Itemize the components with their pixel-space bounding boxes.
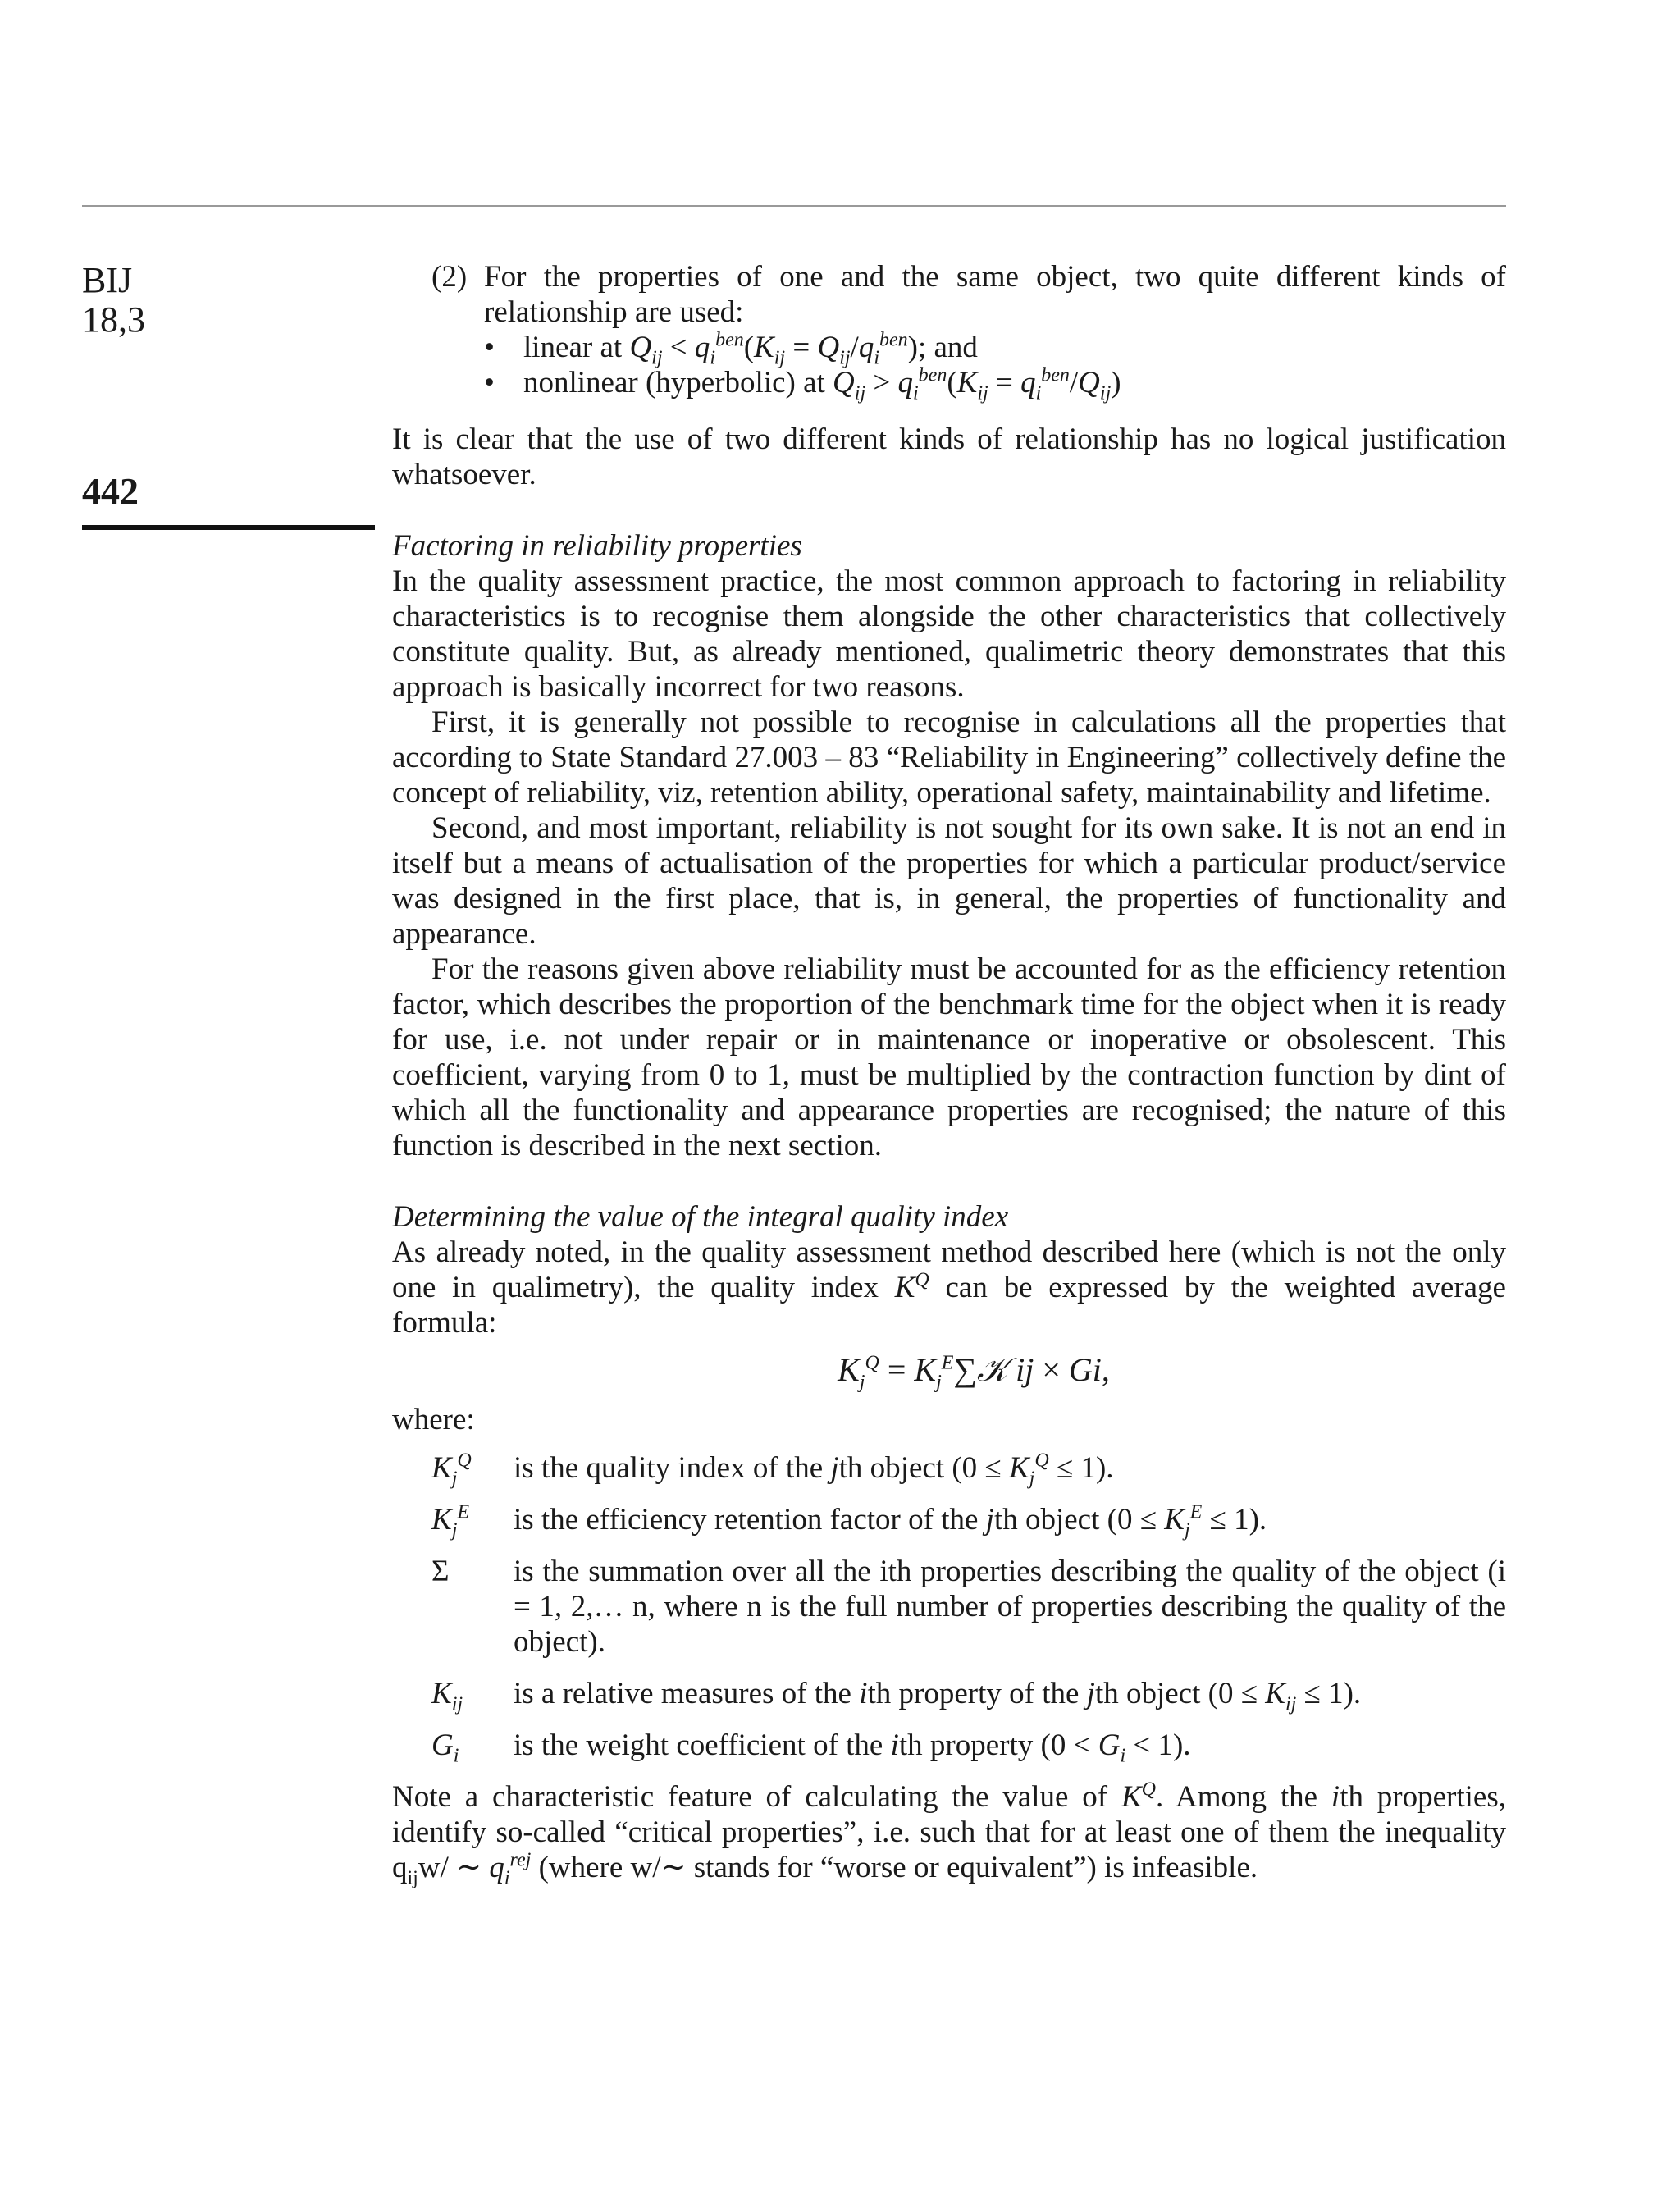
paragraph: It is clear that the use of two different kinds of relationship has no logical justification whatsoever. — [392, 422, 1506, 491]
bullet-list — [392, 329, 1506, 404]
paragraph: As already noted, in the quality assessment method described here (which is not the only one in qualimetry), the quality index $K^Q$ can be expressed by the weighted average formula: — [392, 1235, 1506, 1340]
header-rule — [82, 205, 1506, 207]
paragraph: Note a characteristic feature of calculating the value of $K^Q$. Among the ith properties, identify so-called “critical properties”, i.e. such that for at least one of them the inequality $q_{ij}w/$ ∼ $q_i^{rej}$ (where w/∼ stands for “worse or equivalent”) is infeasible. — [392, 1779, 1506, 1889]
bullet-linear: • linear at $Q_{ij} < q_i^{ben}(K_{ij} = Q_{ij}/q_i^{ben})$; and — [484, 329, 978, 369]
list-item-2 — [392, 259, 1506, 330]
journal-name: BIJ — [82, 260, 133, 300]
section-heading: Factoring in reliability properties — [392, 529, 802, 563]
definition-item: Σ is the summation over all the ith properties describing the quality of the object (i = 1, 2,… n, where n is the full number of properties describing the quality of the object). — [431, 1555, 1506, 1659]
definition-list — [392, 1450, 1506, 1767]
page-number-rule — [82, 525, 375, 530]
paragraph: First, it is generally not possible to recognise in calculations all the properties that according to State Standard 27.003 – 83 “Reliability in Engineering” collectively define the concept of reliability, viz, retention ability, operational safety, maintainability and lifetime. — [392, 706, 1506, 810]
bullet-icon: • — [484, 366, 495, 400]
definition-item: $K_j^Q$ is the quality index of the jth object $(0 \le K_j^Q \le 1)$. — [431, 1450, 1114, 1490]
equation: $K_j^Q$ = $K_j^E\sum 𝒦$ ij × Gi, — [838, 1351, 1110, 1393]
body-text — [392, 259, 1506, 1889]
bullet-nonlinear: • nonlinear (hyperbolic) at $Q_{ij} > q_i^{ben}(K_{ij} = q_i^{ben}/Q_{ij})$ — [484, 364, 1121, 404]
page-number: 442 — [82, 470, 139, 512]
section-heading: Determining the value of the integral quality index — [392, 1200, 1009, 1234]
definition-item: $K_{ij}$ is a relative measures of the ith property of the jth object $(0 \le K_{ij} \le 1)$. — [431, 1677, 1362, 1715]
journal-volume — [82, 261, 145, 340]
paragraph: In the quality assessment practice, the most common approach to factoring in reliability characteristics is to recognise them alongside the other characteristics that collectively constitute quality. But, as already mentioned, qualimetric theory demonstrates that this approach is basically incorrect for two reasons. — [392, 564, 1506, 704]
definition-item: $K_j^E$ is the efficiency retention factor of the jth object $(0 \le K_j^E \le 1)$. — [431, 1501, 1267, 1541]
definition-item: $G_i$ is the weight coefficient of the ith property $(0 < G_i < 1)$. — [431, 1728, 1191, 1767]
volume-issue: 18,3 — [82, 299, 145, 340]
bullet-icon: • — [484, 331, 495, 364]
list-number: (2) — [431, 260, 468, 294]
paragraph: For the reasons given above reliability must be accounted for as the efficiency retention factor, which describes the proportion of the benchmark time for the object when it is ready for use, i.e. not under repair or in maintenance or inoperative or obsolescent. This coefficient, varying from 0 to 1, must be multiplied by the contraction function by dint of which all the functionality and appearance properties are recognised; the nature of this function is described in the next section. — [392, 952, 1506, 1162]
paragraph: Second, and most important, reliability is not sought for its own sake. It is not an end in itself but a means of actualisation of the properties for which a particular product/service was designed in the first place, that is, in general, the properties of functionality and appearance. — [392, 811, 1506, 951]
where-label: where: — [392, 1403, 475, 1436]
list-item-text: For the properties of one and the same object, two quite different kinds of relationship are used: — [484, 260, 1506, 329]
